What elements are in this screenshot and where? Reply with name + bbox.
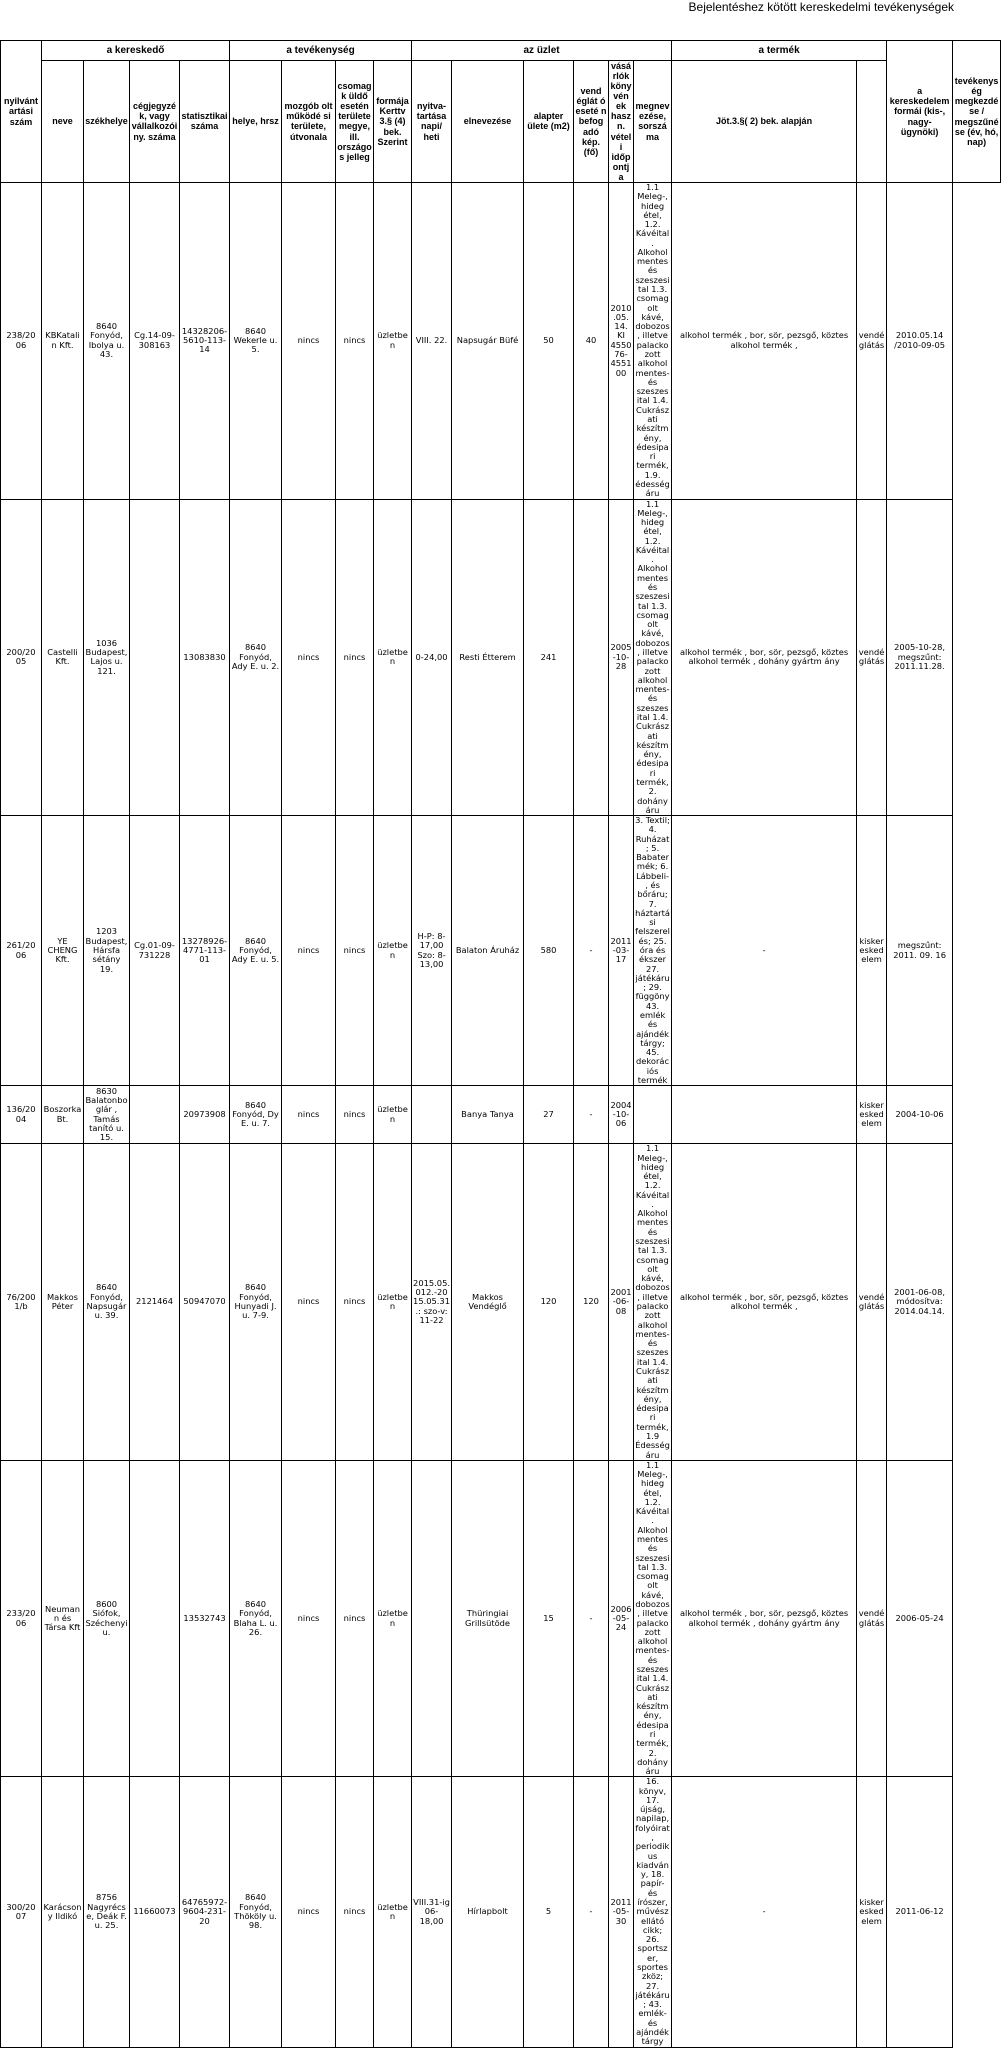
stat-no-cell: 13278926-4771-113-01 bbox=[180, 816, 230, 1086]
jot-cell: - bbox=[672, 1777, 857, 2047]
header-name: neve bbox=[42, 61, 84, 183]
cons-book-cell: 2011-03-17 bbox=[609, 816, 634, 1086]
package-cell: nincs bbox=[336, 816, 374, 1086]
area-cell: 15 bbox=[524, 1460, 574, 1777]
stat-no-cell: 13083830 bbox=[180, 499, 230, 816]
table-row bbox=[1, 1144, 1001, 1461]
seats-cell: 120 bbox=[574, 1144, 609, 1461]
header-jot: Jöt.3.§( 2) bek. alapján bbox=[672, 61, 857, 183]
table-row bbox=[1, 1777, 1001, 2047]
product-cell bbox=[634, 1086, 672, 1144]
seat-cell: 8600 Siófok, Széchenyi u. bbox=[84, 1460, 130, 1777]
seats-cell: - bbox=[574, 1086, 609, 1144]
header-activity-change: tevékenys ég megkezdé se / megszűné se (év, hó, nap) bbox=[953, 41, 1001, 183]
shop-name-cell: Makkos Vendéglő bbox=[452, 1144, 524, 1461]
header-mobile: mozgób olt működé si területe, útvonala bbox=[282, 61, 336, 183]
shop-name-cell: Hírlapbolt bbox=[452, 1777, 524, 2047]
product-cell: 1.1 Meleg-, hideg étel, 1.2. Kávéital. Alkoholmentes és szeszesital 1.3. csomagolt kávé, dobozos, illetve palackozott alkoholmentes- és szeszes ital 1.4. Cukrászati készítmény, édesipari termék, 2. dohányáru bbox=[635, 1459, 670, 1777]
header-group-shop: az üzlet bbox=[412, 41, 672, 61]
register-body bbox=[1, 182, 1001, 2047]
location-cell: 8640 Wekerle u. 5. bbox=[230, 182, 282, 499]
stat-no-cell: 20973908 bbox=[180, 1086, 230, 1144]
company-reg-cell bbox=[130, 499, 180, 816]
form-cell: üzletben bbox=[374, 499, 412, 816]
register-table bbox=[0, 40, 1001, 2048]
activity-change-cell: 2011-06-12 bbox=[887, 1777, 953, 2047]
name-cell: KBKatalin Kft. bbox=[42, 182, 84, 499]
trade-form-cell: vendéglátás bbox=[857, 182, 887, 499]
area-cell: 120 bbox=[524, 1144, 574, 1461]
header-column-row bbox=[1, 61, 1001, 183]
package-cell: nincs bbox=[336, 1086, 374, 1144]
package-cell: nincs bbox=[336, 1777, 374, 2047]
activity-change-cell: 2004-10-06 bbox=[887, 1086, 953, 1144]
reg-no-cell: 200/20 05 bbox=[1, 499, 42, 816]
header-company-reg: cégjegyzék, vagy vállalkozói ny. száma bbox=[130, 61, 180, 183]
jot-cell: alkohol termék , bor, sör, pezsgő, köztes alkohol termék , dohány gyártm ány bbox=[672, 499, 857, 816]
header-group-activity: a tevékenység bbox=[230, 41, 412, 61]
stat-no-cell: 13532743 bbox=[180, 1460, 230, 1777]
activity-change-cell: 2010.05.14 /2010-09-05 bbox=[887, 182, 953, 499]
name-cell: Castelli Kft. bbox=[42, 499, 84, 816]
header-package: csomagk üldő esetén területe megye, ill. országos jelleg bbox=[336, 61, 374, 183]
header-hours: nyitva-tartása napi/ heti bbox=[412, 61, 452, 183]
location-cell: 8640 Fonyód, Ady E. u. 2. bbox=[230, 499, 282, 816]
form-cell: üzletben bbox=[374, 1460, 412, 1777]
stat-no-cell: 50947070 bbox=[180, 1144, 230, 1461]
header-location: helye, hrsz bbox=[230, 61, 282, 183]
hours-cell bbox=[412, 1460, 452, 1777]
mobile-cell: nincs bbox=[282, 182, 336, 499]
hours-cell: VIII. 22. bbox=[412, 182, 452, 499]
area-cell: 241 bbox=[524, 499, 574, 816]
seat-cell: 8630 Balatonboglár , Tamás tanító u. 15. bbox=[85, 1085, 128, 1143]
location-cell: 8640 Fonyód, Hunyadi J. u. 7-9. bbox=[230, 1144, 282, 1461]
cons-book-cell: 2004-10-06 bbox=[609, 1086, 634, 1144]
header-area: alapter ülete (m2) bbox=[524, 61, 574, 183]
reg-no-cell: 233/20 06 bbox=[1, 1460, 42, 1777]
seats-cell: - bbox=[574, 816, 609, 1086]
package-cell: nincs bbox=[336, 182, 374, 499]
mobile-cell: nincs bbox=[282, 1777, 336, 2047]
header-group-product: a termék bbox=[672, 41, 887, 61]
header-stat-no: statisztikai száma bbox=[180, 61, 230, 183]
name-cell: Boszorka Bt. bbox=[42, 1086, 84, 1144]
seats-cell bbox=[574, 499, 609, 816]
header-reg-no: nyilvánt artási szám bbox=[1, 41, 42, 183]
header-group-row bbox=[1, 41, 1001, 61]
shop-name-cell: Banya Tanya bbox=[452, 1086, 524, 1144]
trade-form-cell: kiskereskedelem bbox=[857, 816, 887, 1086]
form-cell: üzletben bbox=[374, 1144, 412, 1461]
seat-cell: 8640 Fonyód, Ibolya u. 43. bbox=[84, 182, 130, 499]
package-cell: nincs bbox=[336, 1460, 374, 1777]
trade-form-cell: vendéglátás bbox=[857, 1460, 887, 1777]
company-reg-cell: Cg.01-09-731228 bbox=[130, 816, 180, 1086]
name-cell: YE CHENG Kft. bbox=[42, 816, 84, 1086]
seats-cell: 40 bbox=[574, 182, 609, 499]
table-row bbox=[1, 1460, 1001, 1777]
header-cons-book: vásárlók könyvén ek haszn. vételi időpontj a bbox=[610, 61, 632, 182]
package-cell: nincs bbox=[336, 499, 374, 816]
activity-change-cell: 2005-10-28, megszűnt: 2011.11.28. bbox=[887, 499, 953, 816]
table-row bbox=[1, 182, 1001, 499]
form-cell: üzletben bbox=[374, 1086, 412, 1144]
reg-no-cell: 238/20 06 bbox=[1, 182, 42, 499]
reg-no-cell: 261/20 06 bbox=[1, 816, 42, 1086]
activity-change-cell: 2001-06-08, módosítva: 2014.04.14. bbox=[887, 1144, 953, 1461]
trade-form-cell: kiskereskedelem bbox=[857, 1086, 887, 1144]
hours-cell bbox=[412, 1086, 452, 1144]
table-row bbox=[1, 499, 1001, 816]
mobile-cell: nincs bbox=[282, 499, 336, 816]
shop-name-cell: Napsugár Büfé bbox=[452, 182, 524, 499]
hours-cell: VIII.31-ig 06-18,00 bbox=[412, 1777, 452, 2047]
location-cell: 8640 Fonyód, Blaha L. u. 26. bbox=[230, 1460, 282, 1777]
form-cell: üzletben bbox=[374, 182, 412, 499]
package-cell: nincs bbox=[336, 1144, 374, 1461]
header-seat: székhelye bbox=[84, 61, 130, 183]
seats-cell: - bbox=[574, 1777, 609, 2047]
form-cell: üzletben bbox=[374, 816, 412, 1086]
jot-cell: alkohol termék , bor, sör, pezsgő, köztes alkohol termék , bbox=[672, 1144, 857, 1461]
company-reg-cell: Cg.14-09-308163 bbox=[130, 182, 180, 499]
trade-form-cell: kiskereskedelem bbox=[857, 1777, 887, 2047]
seat-cell: 8640 Fonyód, Napsugár u. 39. bbox=[84, 1144, 130, 1461]
stat-no-cell: 14328206-5610-113-14 bbox=[180, 182, 230, 499]
cons-book-cell: 2006-05-24 bbox=[609, 1460, 634, 1777]
page-title: Bejelentéshez kötött kereskedelmi tevékenységek bbox=[688, 0, 954, 14]
area-cell: 5 bbox=[524, 1777, 574, 2047]
mobile-cell: nincs bbox=[282, 1460, 336, 1777]
company-reg-cell: 11660073 bbox=[130, 1777, 180, 2047]
cons-book-cell: 2010.05. 14. KI 455076-455100 bbox=[609, 182, 634, 499]
header-trade-form: a kereskedelem formái (kis-, nagy- ügynöki) bbox=[887, 41, 953, 183]
form-cell: üzletben bbox=[374, 1777, 412, 2047]
hours-cell: H-P: 8-17,00 Szo: 8-13,00 bbox=[412, 816, 452, 1086]
product-cell: 1.1 Meleg-, hideg étel, 1.2. Kávéital. Alkoholmentes és szeszesital 1.3. csomagolt kávé, dobozos, illetve palackozott alkoholmentes- és szeszes ital 1.4. Cukrászati készítmény, édesipari termék, 1.9. édességáru bbox=[635, 181, 670, 499]
jot-cell: alkohol termék , bor, sör, pezsgő, köztes alkohol termék , bbox=[672, 182, 857, 499]
table-row bbox=[1, 816, 1001, 1086]
shop-name-cell: Thüringiai Grillsütöde bbox=[452, 1460, 524, 1777]
trade-form-cell: vendéglátás bbox=[857, 1144, 887, 1461]
hours-cell: 0-24,00 bbox=[412, 499, 452, 816]
jot-cell bbox=[672, 1086, 857, 1144]
jot-cell: - bbox=[672, 816, 857, 1086]
stat-no-cell: 64765972-9604-231-20 bbox=[180, 1777, 230, 2047]
seats-cell: - bbox=[574, 1460, 609, 1777]
product-cell: 16. könyv, 17. újság, napilap, folyóirat, periodikus kiadvány, 18. papír- és írószer, művészellátó cikk; 26. sportszer, sporteszköz; 27. játékáru; 43. emlék- és ajándéktárgy bbox=[635, 1776, 670, 2047]
page-header bbox=[0, 0, 960, 18]
header-shop-name: elnevezése bbox=[452, 61, 524, 183]
seat-cell: 8756 Nagyrécse, Deák F. u. 25. bbox=[84, 1777, 130, 2047]
reg-no-cell: 300/20 07 bbox=[1, 1777, 42, 2047]
name-cell: Karácsony Ildikó bbox=[42, 1777, 84, 2047]
area-cell: 27 bbox=[524, 1086, 574, 1144]
shop-name-cell: Balaton Áruház bbox=[452, 816, 524, 1086]
reg-no-cell: 136/20 04 bbox=[1, 1086, 42, 1144]
hours-cell: 2015.05.012.-2015.05.31.: szo-v: 11-22 bbox=[412, 1144, 452, 1461]
mobile-cell: nincs bbox=[282, 1086, 336, 1144]
cons-book-cell: 2011-05-30 bbox=[609, 1777, 634, 2047]
activity-change-cell: 2006-05-24 bbox=[887, 1460, 953, 1777]
company-reg-cell bbox=[130, 1460, 180, 1777]
seat-cell: 1203 Budapest, Hársfa sétány 19. bbox=[84, 816, 130, 1086]
name-cell: Neumann és Társa Kft bbox=[42, 1460, 84, 1777]
trade-form-cell: vendéglátás bbox=[857, 499, 887, 816]
cons-book-cell: 2001-06-08 bbox=[609, 1144, 634, 1461]
product-cell: 1.1 Meleg-, hideg étel, 1.2. Kávéital. Alkoholmentes és szeszesital 1.3. csomagolt kávé, dobozos, illetve palackozott alkoholmentes- és szeszes ital 1.4. Cukrászati készítmény, édesipari termék, 2. dohányáru bbox=[635, 498, 670, 815]
header-prod-name: megnevezése, sorszáma bbox=[634, 61, 672, 183]
company-reg-cell bbox=[130, 1086, 180, 1144]
shop-name-cell: Resti Étterem bbox=[452, 499, 524, 816]
company-reg-cell: 2121464 bbox=[130, 1144, 180, 1461]
name-cell: Makkos Péter bbox=[42, 1144, 84, 1461]
header-seats: vend églát ó eseté n befog adó kép. (fő) bbox=[574, 61, 609, 183]
mobile-cell: nincs bbox=[282, 816, 336, 1086]
table-row bbox=[1, 1086, 1001, 1144]
header-group-trader: a kereskedő bbox=[42, 41, 230, 61]
cons-book-cell: 2005-10-28 bbox=[609, 499, 634, 816]
activity-change-cell: megszűnt: 2011. 09. 16 bbox=[887, 816, 953, 1086]
reg-no-cell: 76/200 1/b bbox=[1, 1144, 42, 1461]
location-cell: 8640 Fonyód, Thököly u. 98. bbox=[230, 1777, 282, 2047]
area-cell: 580 bbox=[524, 816, 574, 1086]
seat-cell: 1036 Budapest, Lajos u. 121. bbox=[84, 499, 130, 816]
mobile-cell: nincs bbox=[282, 1144, 336, 1461]
location-cell: 8640 Fonyód, Dy E. u. 7. bbox=[230, 1086, 282, 1144]
jot-cell: alkohol termék , bor, sör, pezsgő, köztes alkohol termék , dohány gyártm ány bbox=[672, 1460, 857, 1777]
location-cell: 8640 Fonyód, Ady E. u. 5. bbox=[230, 816, 282, 1086]
header-form: formája Kerttv 3.§ (4) bek. Szerint bbox=[374, 61, 412, 183]
product-cell: 1.1 Meleg-, hideg étel, 1.2. Kávéital. Alkoholmentes és szeszesital 1.3. csomagolt kávé, dobozos, illetve palackozott alkoholmentes- és szeszes ital 1.4. Cukrászati készítmény, édesipari termék, 1.9 Édességáru bbox=[635, 1143, 670, 1460]
product-cell: 3. Textil; 4. Ruházat; 5. Babatermék; 6. Lábbeli-, és bőráru; 7. háztartási felszerelés; 25. óra és ékszer 27. játékáru; 29. függöny 43. emlék és ajándéktárgy; 45. dekorációs termék bbox=[635, 815, 670, 1085]
area-cell: 50 bbox=[524, 182, 574, 499]
